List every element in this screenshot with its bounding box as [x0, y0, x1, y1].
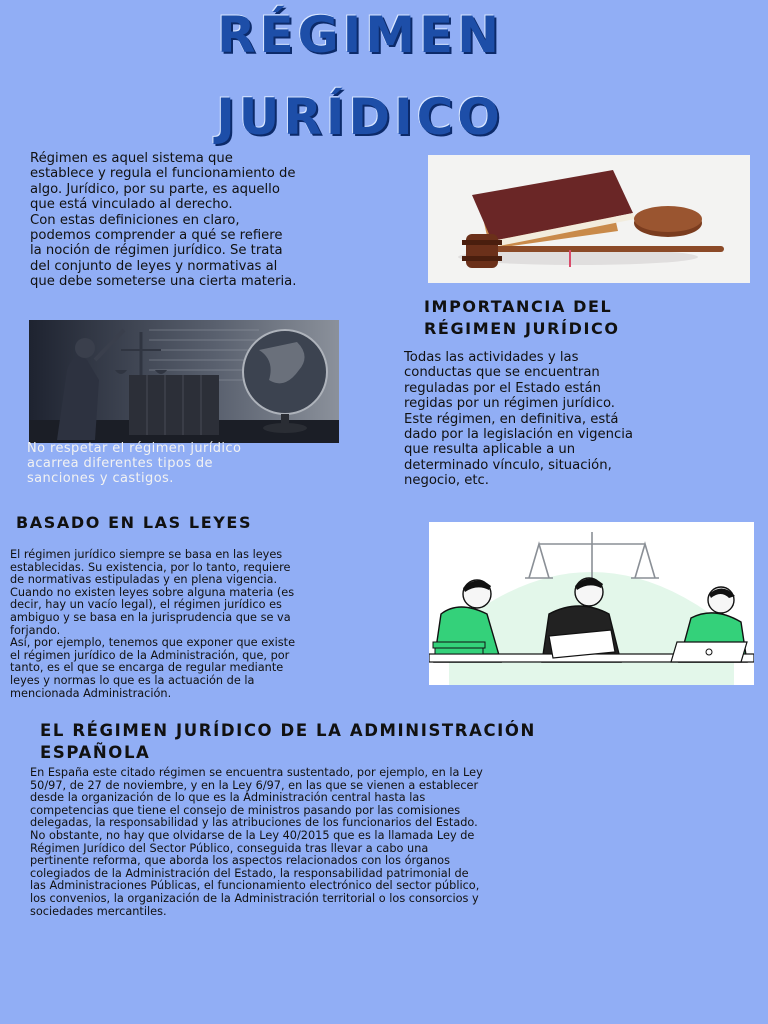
intro-paragraph: Régimen es aquel sistema que establece y regula el funcionamiento de algo. Jurídico, por su parte, es aquello que está vinculado al derecho. Con estas definiciones en claro, podemos comprender a qué se refiere la noción de régimen jurídico. Se trata del conjunto de leyes y normativas al que debe someterse una cierta materia. [30, 151, 297, 290]
importance-heading: IMPORTANCIA DEL RÉGIMEN JURÍDICO [424, 297, 620, 338]
book-gavel-image [428, 155, 750, 283]
laws-paragraph: El régimen jurídico siempre se basa en las leyes establecidas. Su existencia, por lo tanto, requiere de normativas estipuladas y en plena vigencia. Cuando no existen leyes sobre alguna materia (es decir, hay un vacío legal), el régimen jurídico es ambiguo y se basa en la jurisprudencia que se va forjando. Así, por ejemplo, tenemos que exponer que existe el régimen jurídico de la Administración, que, por tanto, es el que se encarga de regular mediante leyes y normas lo que es la actuación de la mencionada Administración. [10, 548, 296, 700]
importance-paragraph: Todas las actividades y las conductas que se encuentran reguladas por el Estado están regidas por un régimen jurídico. Este régimen, en definitiva, está dado por la legislación en vigencia que resulta aplicable a un determinado vínculo, situación, negocio, etc. [404, 350, 634, 489]
spain-paragraph: En España este citado régimen se encuentra sustentado, por ejemplo, en la Ley 50/97, de 27 de noviembre, y en la Ley 6/97, en las que se vienen a establecer desde la organización de lo que es la Administración central hasta las competencias que tiene el consejo de ministros pasando por las comisiones delegadas, la responsabilidad y las atribuciones de los funcionarios del Estado. No obstante, no hay que olvidarse de la Ley 40/2015 que es la llamada Ley de Régimen Jurídico del Sector Público, conseguida tras llevar a cabo una pertinente reforma, que aborda los aspectos relacionados con los órganos colegiados de la Administración del Estado, la responsabilidad patrimonial de las Administraciones Públicas, el funcionamiento electrónico del sector público, los convenios, la organización de la Administración territorial o los consorcios y sociedades mercantiles. [30, 766, 483, 918]
page-title-line1: RÉGIMEN [216, 6, 504, 64]
image-caption: No respetar el régimen jurídico acarrea diferentes tipos de sanciones y castigos. [27, 441, 242, 486]
spain-heading: EL RÉGIMEN JURÍDICO DE LA ADMINISTRACIÓN ESPAÑOLA [40, 721, 536, 762]
page-title-line2: JURÍDICO [216, 88, 504, 146]
justice-globe-image [29, 320, 339, 443]
meeting-illustration [429, 522, 754, 685]
laws-heading: BASADO EN LAS LEYES [16, 513, 253, 532]
